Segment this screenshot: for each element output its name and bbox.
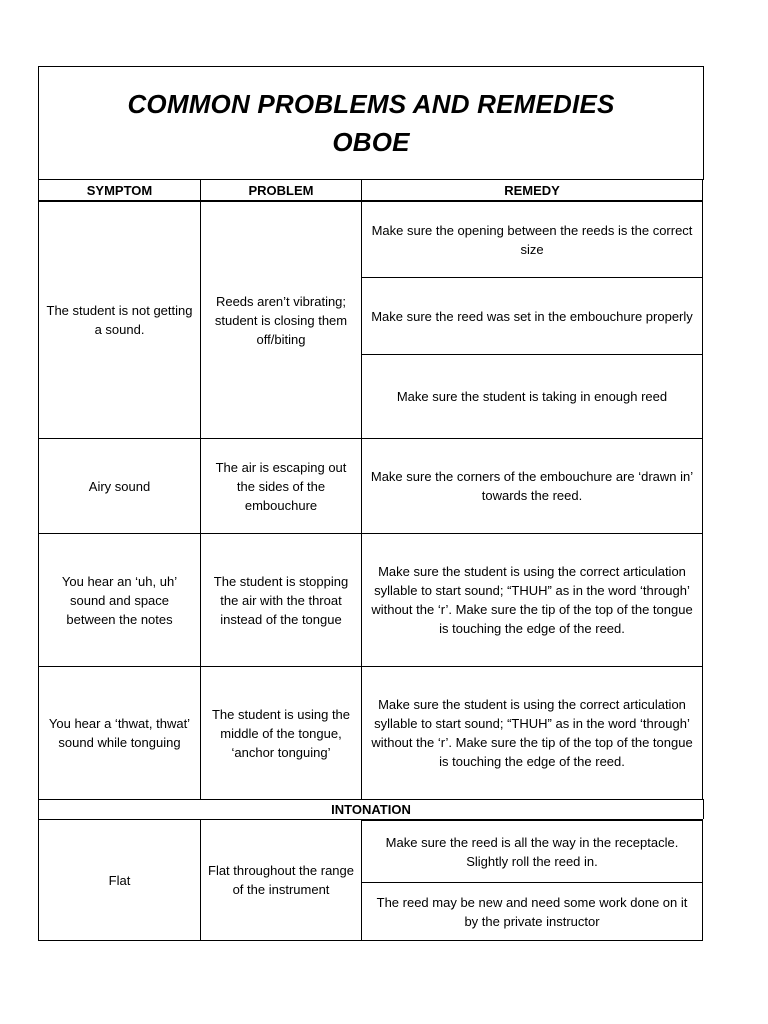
row1-remedy-1: Make sure the opening between the reeds is the correct size	[361, 200, 703, 277]
header-symptom: SYMPTOM	[38, 179, 200, 200]
row2-problem: The air is escaping out the sides of the embouchure	[200, 438, 361, 533]
header-remedy: REMEDY	[361, 179, 703, 200]
section-intonation: INTONATION	[38, 799, 704, 819]
header-problem: PROBLEM	[200, 179, 361, 200]
intonation-row-remedy-2: The reed may be new and need some work done on it by the private instructor	[361, 882, 703, 941]
document-title: COMMON PROBLEMS AND REMEDIES	[127, 89, 615, 119]
title-box	[38, 66, 704, 180]
row1-remedy-3: Make sure the student is taking in enough reed	[361, 354, 703, 438]
document-subtitle: OBOE	[332, 127, 410, 157]
row2-symptom: Airy sound	[38, 438, 200, 533]
row4-problem: The student is using the middle of the tongue, ‘anchor tonguing’	[200, 666, 361, 799]
row4-symptom: You hear a ‘thwat, thwat’ sound while tonguing	[38, 666, 200, 799]
row1-symptom: The student is not getting a sound.	[38, 200, 200, 438]
row1-problem: Reeds aren’t vibrating; student is closing them off/biting	[200, 200, 361, 438]
intonation-row-problem: Flat throughout the range of the instrument	[200, 819, 361, 941]
row3-remedy: Make sure the student is using the correct articulation syllable to start sound; “THUH” as in the word ‘through’ without the ‘r’. Make sure the tip of the top of the tongue is touching the edge of the reed.	[361, 533, 703, 666]
row3-symptom: You hear an ‘uh, uh’ sound and space between the notes	[38, 533, 200, 666]
row2-remedy: Make sure the corners of the embouchure are ‘drawn in’ towards the reed.	[361, 438, 703, 533]
row3-problem: The student is stopping the air with the throat instead of the tongue	[200, 533, 361, 666]
intonation-row-remedy-1: Make sure the reed is all the way in the receptacle. Slightly roll the reed in.	[361, 819, 703, 882]
row4-remedy: Make sure the student is using the correct articulation syllable to start sound; “THUH” as in the word ‘through’ without the ‘r’. Make sure the tip of the top of the tongue is touching the edge of the reed.	[361, 666, 703, 799]
row1-remedy-2: Make sure the reed was set in the embouchure properly	[361, 277, 703, 354]
intonation-row-symptom: Flat	[38, 819, 200, 941]
